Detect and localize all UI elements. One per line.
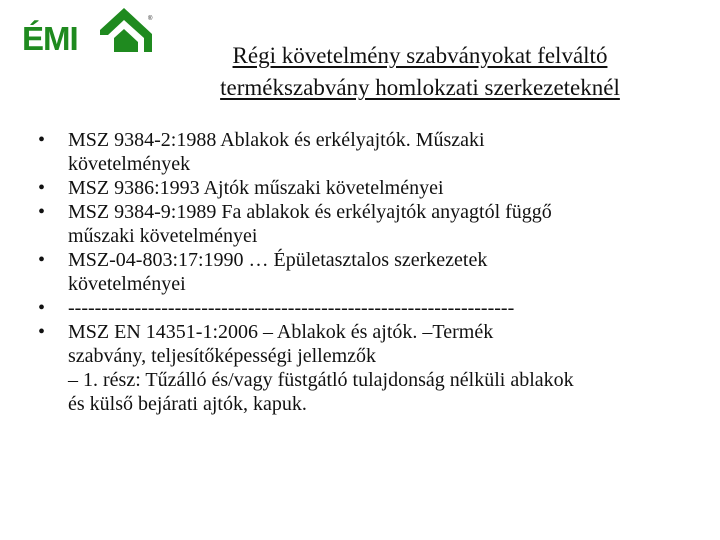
registered-mark: ® [148,16,153,22]
list-item-line: követelmények [68,153,191,175]
bullet-dot: • [38,129,46,151]
list-item-line: MSZ 9386:1993 Ajtók műszaki követelményei [68,177,444,199]
slide-title-line-1: Régi követelmény szabványokat felváltó [232,43,608,68]
list-item-line: ------------------------------------------------------------------- [68,297,515,319]
list-item-line: MSZ-04-803:17:1990 … Épületasztalos szerkezetek [68,249,488,271]
list-item [38,320,698,416]
list-item-line: MSZ 9384-9:1989 Fa ablakok és erkélyajtók anyagtól függő [68,201,552,223]
bullet-dot: • [38,177,46,199]
list-item-line: műszaki követelményei [68,225,258,247]
list-item-line: MSZ EN 14351-1:2006 – Ablakok és ajtók. –Termék [68,321,494,343]
list-item [38,296,698,320]
standards-list [38,128,698,416]
list-item [38,128,698,176]
list-item-line: – 1. rész: Tűzálló és/vagy füstgátló tulajdonság nélküli ablakok [68,369,574,391]
bullet-dot: • [38,249,46,271]
slide-title-line-2: termékszabvány homlokzati szerkezeteknél [220,75,620,100]
house-roof-icon [100,8,156,54]
slide-title [160,40,680,104]
list-item [38,200,698,248]
list-item-line: és külső bejárati ajtók, kapuk. [68,393,307,415]
bullet-dot: • [38,297,46,319]
logo-wordmark: ÉMI [22,20,78,57]
list-item-line: szabvány, teljesítőképességi jellemzők [68,345,377,367]
bullet-dot: • [38,321,46,343]
emi-logo [22,8,153,57]
bullet-dot: • [38,201,46,223]
list-item-line: MSZ 9384-2:1988 Ablakok és erkélyajtók. Műszaki [68,129,485,151]
list-item-line: követelményei [68,273,186,295]
list-item [38,176,698,200]
list-item [38,248,698,296]
